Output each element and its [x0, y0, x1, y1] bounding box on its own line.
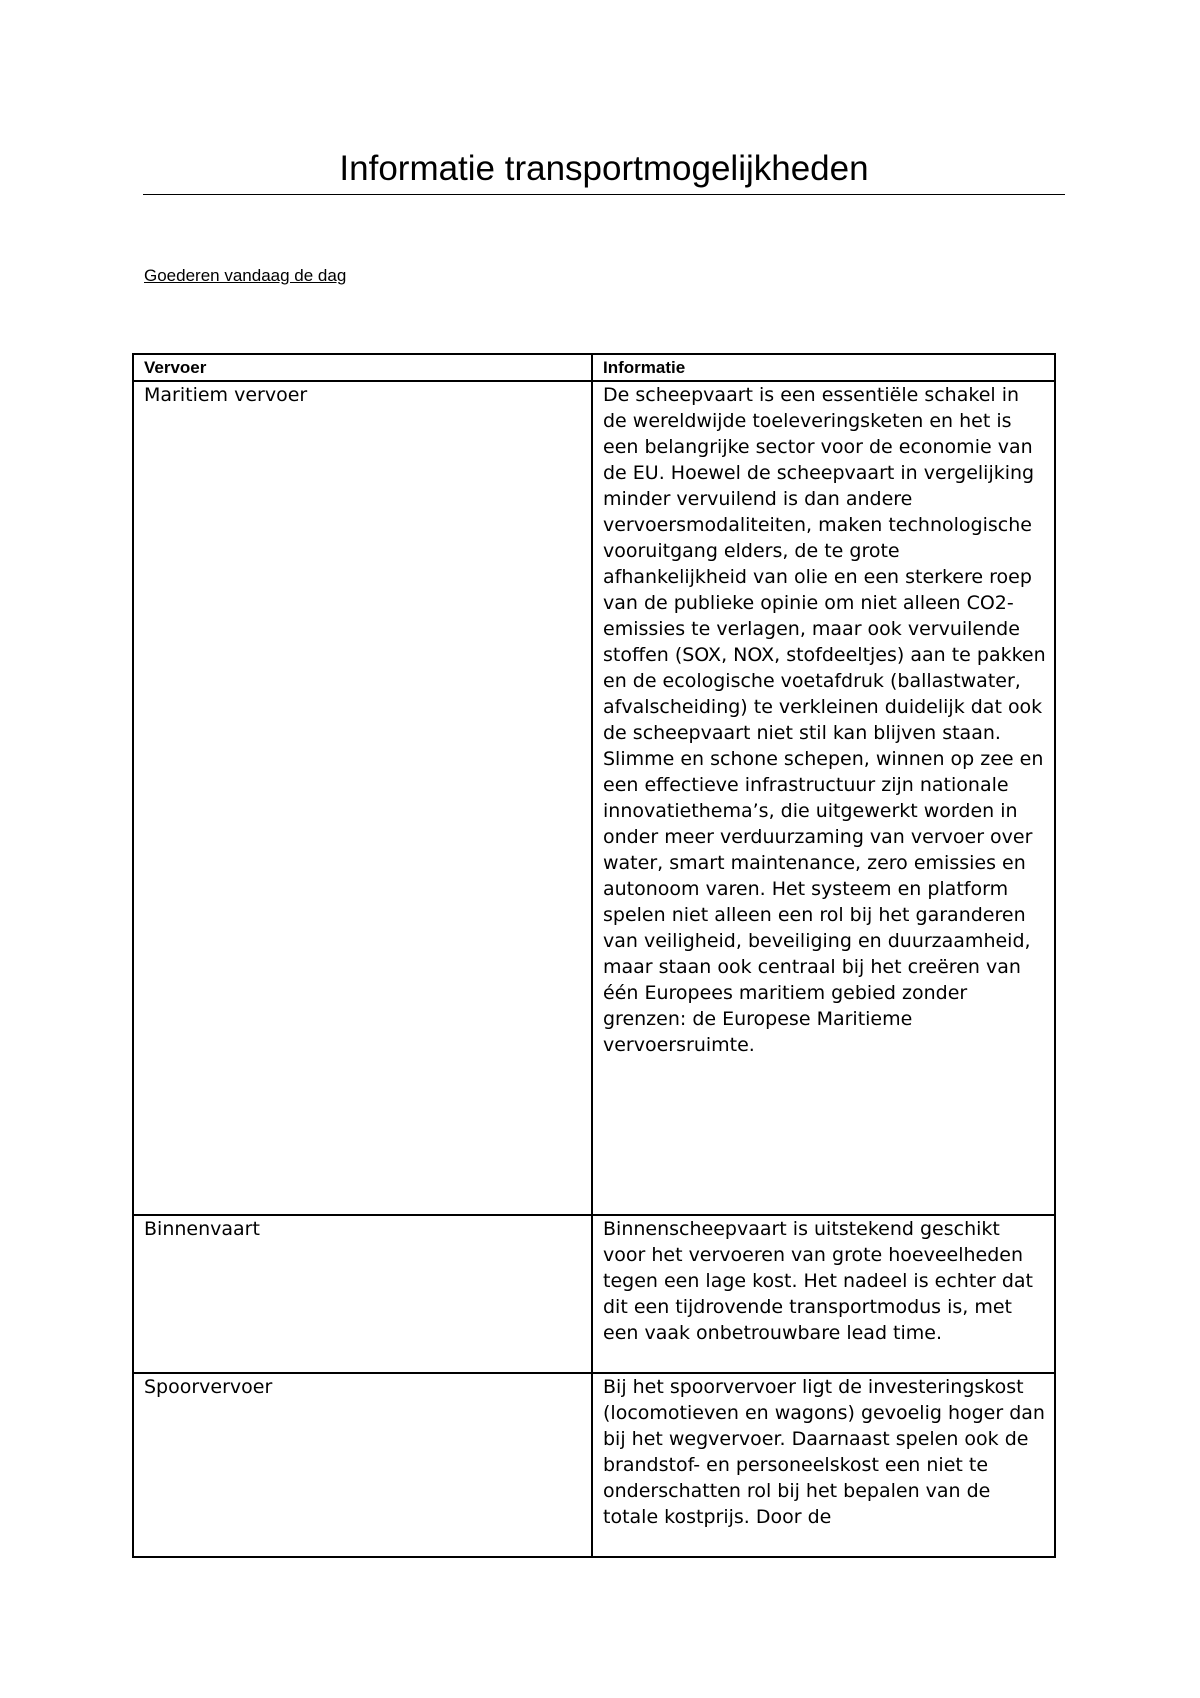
document-title: Informatie transportmogelijkheden — [339, 149, 869, 188]
table-header-row — [133, 354, 1055, 381]
cell-informatie: Binnenscheepvaart is uitstekend geschikt voor het vervoeren van grote hoeveelheden tegen een lage kost. Het nadeel is echter dat dit een tijdrovende transportmodus is, met een vaak onbetrouwbare lead time. — [592, 1215, 1055, 1373]
cell-informatie: De scheepvaart is een essentiële schakel in de wereldwijde toeleveringsketen en het is een belangrijke sector voor de economie van de EU. Hoewel de scheepvaart in vergelijking minder vervuilend is dan andere vervoersmodaliteiten, maken technologische vooruitgang elders, de te grote afhankelijkheid van olie en een sterkere roep van de publieke opinie om niet alleen CO2-emissies te verlagen, maar ook vervuilende stoffen (SOX, NOX, stofdeeltjes) aan te pakken en de ecologische voetafdruk (ballastwater, afvalscheiding) te verkleinen duidelijk dat ook de scheepvaart niet stil kan blijven staan. Slimme en schone schepen, winnen op zee en een effectieve infrastructuur zijn nationale innovatiethema’s, die uitgewerkt worden in onder meer verduurzaming van vervoer over water, smart maintenance, zero emissies en autonoom varen. Het systeem en platform spelen niet alleen een rol bij het garanderen van veiligheid, beveiliging en duurzaamheid, maar staan ook centraal bij het creëren van één Europees maritiem gebied zonder grenzen: de Europese Maritieme vervoersruimte. — [592, 381, 1055, 1215]
transport-table — [132, 353, 1056, 1558]
column-header-vervoer: Vervoer — [133, 354, 592, 381]
section-subheading: Goederen vandaag de dag — [144, 266, 347, 285]
table-row — [133, 381, 1055, 1215]
table-row — [133, 1215, 1055, 1373]
title-divider — [143, 194, 1065, 195]
column-header-informatie: Informatie — [592, 354, 1055, 381]
cell-vervoer: Maritiem vervoer — [133, 381, 592, 1215]
cell-vervoer: Binnenvaart — [133, 1215, 592, 1373]
table-row — [133, 1373, 1055, 1557]
cell-vervoer: Spoorvervoer — [133, 1373, 592, 1557]
cell-informatie: Bij het spoorvervoer ligt de investeringskost (locomotieven en wagons) gevoelig hoger dan bij het wegvervoer. Daarnaast spelen ook de brandstof- en personeelskost een niet te onderschatten rol bij het bepalen van de totale kostprijs. Door de — [592, 1373, 1055, 1557]
